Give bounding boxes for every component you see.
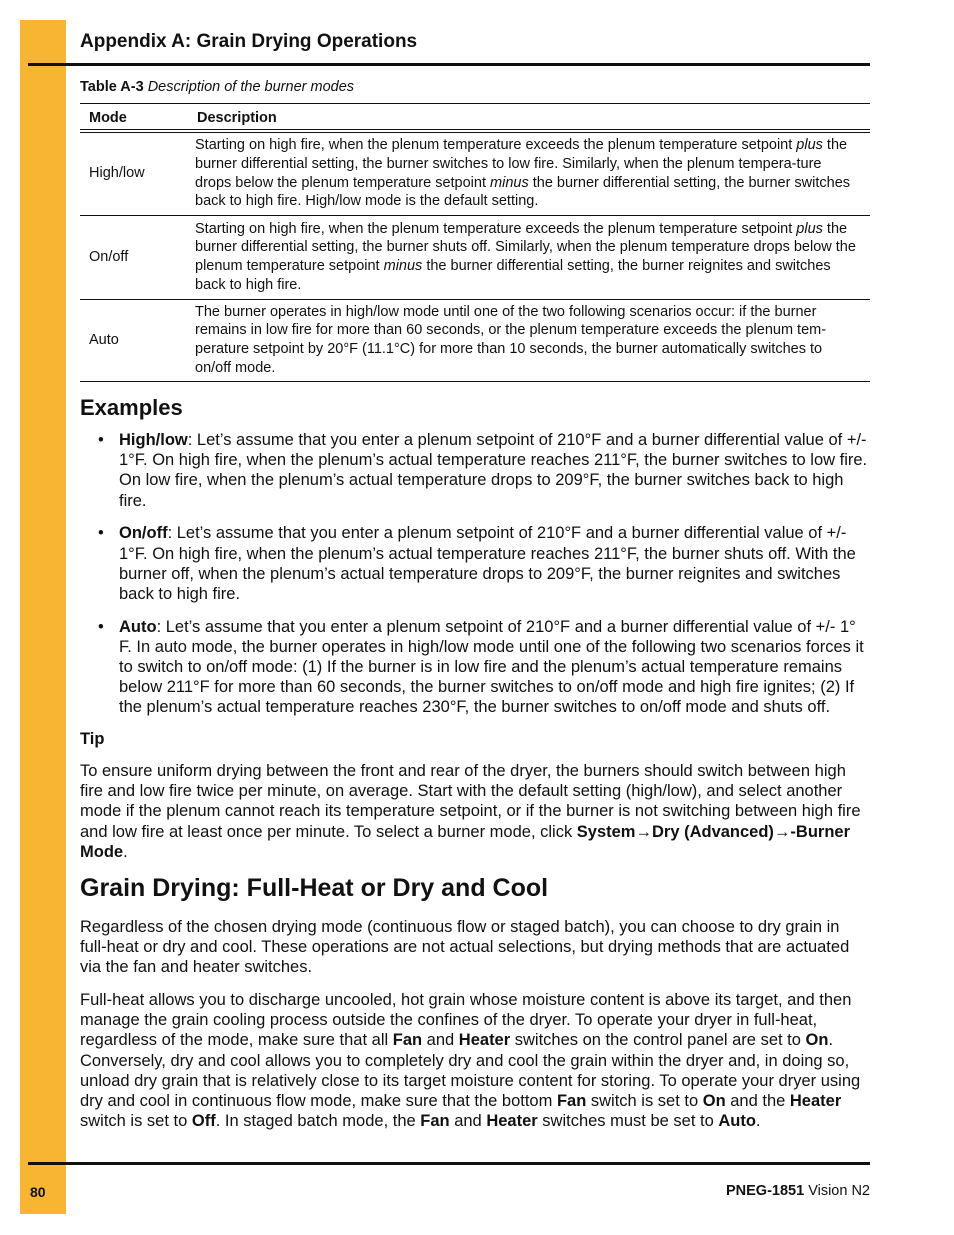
table-row — [80, 299, 870, 381]
footer-rule — [28, 1162, 870, 1165]
tip-heading: Tip — [80, 730, 105, 748]
description-text: Starting on high fire, when the plenum temperature exceeds the plenum temperature setpoint — [195, 220, 797, 237]
description-text: Starting on high fire, when the plenum temperature exceeds the plenum temperature setpoint — [195, 137, 797, 154]
paragraph-text: . Conversely, dry and cool allows you to completely dry and cool the grain within the dryer and, in doing so, unload dry grain that is relatively close to its target moisture content for storing. To operate your dryer using dry and cool in continuous flow mode, make sure that the bottom — [80, 1031, 861, 1111]
description-cell — [188, 131, 870, 215]
menu-path: System→Dry (Advanced)→-Burner Mode — [80, 822, 851, 861]
example-label: On/off — [119, 524, 168, 543]
table-header-row — [80, 104, 870, 132]
description-text: the burner differential setting, the burner shuts off. Similarly, when the plenum temperature drops below the plenum temperature setpoint — [195, 220, 856, 274]
paragraph-text: . — [755, 1112, 761, 1131]
description-cell — [188, 215, 870, 299]
paragraph-text: and the — [725, 1092, 790, 1111]
paragraph-text: switch is set to — [80, 1112, 192, 1131]
doc-name: Vision N2 — [804, 1183, 870, 1199]
list-item — [80, 617, 870, 718]
header-rule — [28, 63, 870, 66]
paragraph-text: switches on the control panel are set to — [510, 1031, 806, 1050]
bullet-icon: • — [98, 617, 104, 636]
paragraph-text: switch is set to — [586, 1092, 703, 1111]
list-item — [80, 430, 870, 511]
switch-name: Fan — [392, 1031, 423, 1050]
paragraph-text: . In staged batch mode, the — [215, 1112, 421, 1131]
description-cell: The burner operates in high/low mode until one of the two following scenarios occur: if the burner remains in low fire for more than 60 seconds, or the plenum temperature exceeds the plenum tem-perature setpoint by 20°F (11.1°C) for more than 10 seconds, the burner automatically switches to on/off mode. — [188, 299, 870, 381]
example-text: : Let’s assume that you enter a plenum setpoint of 210°F and a burner differential value of +/- 1°F. On high fire, when the plenum’s actual temperature reaches 211°F, the burner switches to low fire. On low fire, when the plenum’s actual temperature drops to 209°F, the burner switches back to high fire. — [119, 431, 868, 510]
example-label: High/low — [119, 431, 188, 449]
switch-name: Fan — [420, 1112, 450, 1131]
paragraph-text: and — [449, 1112, 487, 1131]
switch-name: Off — [191, 1112, 216, 1131]
page-header-title: Appendix A: Grain Drying Operations — [80, 31, 418, 52]
paragraph-text: Full-heat allows you to discharge uncooled, hot grain whose moisture content is above its target, and then manage the grain cooling process outside the confines of the dryer. To operate your dryer in full-heat, regardless of the mode, make sure that all — [80, 991, 852, 1050]
description-emphasis: minus — [383, 258, 423, 274]
burner-modes-table — [80, 103, 870, 382]
bullet-icon: • — [98, 524, 104, 543]
example-label: Auto — [119, 617, 157, 636]
table-caption-text: Description of the burner modes — [147, 79, 355, 95]
switch-name: Heater — [458, 1031, 511, 1050]
description-emphasis: plus — [796, 137, 823, 154]
description-text: the burner differential setting, the burner switches to low fire. Similarly, when the plenum tempera-ture drops below the plenum temperature setpoint — [195, 137, 848, 191]
tip-end: . — [123, 842, 128, 861]
description-emphasis: minus — [490, 174, 529, 191]
switch-name: Heater — [486, 1112, 538, 1131]
tip-paragraph — [80, 761, 870, 862]
paragraph-text: switches must be set to — [537, 1112, 719, 1131]
description-emphasis: plus — [796, 220, 823, 237]
page-number: 80 — [30, 1184, 46, 1200]
switch-name: On — [805, 1031, 829, 1050]
example-text: : Let’s assume that you enter a plenum setpoint of 210°F and a burner differential value of +/- 1°F. On high fire, when the plenum’s actual temperature reaches 211°F, the burner shuts off. With the burner off, when the plenum’s actual temperature drops to 209°F, the burner reignites and switches back to high fire. — [119, 524, 856, 603]
tip-text: To ensure uniform drying between the front and rear of the dryer, the burners should switch between high fire and low fire twice per minute, on average. Start with the default setting (high/low), and select another mode if the plenum cannot reach its temperature setpoint, or if the burner is not switching between high fire and low fire at least once per minute. To select a burner mode, click — [80, 762, 861, 841]
column-header-description: Description — [188, 104, 870, 132]
mode-cell: High/low — [80, 131, 188, 215]
mode-cell: On/off — [80, 215, 188, 299]
list-item — [80, 523, 870, 604]
page-edge-tab — [20, 20, 66, 1214]
mode-cell: Auto — [80, 299, 188, 381]
table-row — [80, 215, 870, 299]
document-id — [726, 1183, 870, 1199]
table-caption-label: Table A-3 — [80, 79, 144, 95]
description-text: the burner differential setting, the burner reignites and switches back to high fire. — [195, 258, 831, 293]
table-caption — [80, 79, 354, 95]
table-row — [80, 131, 870, 215]
switch-name: Fan — [556, 1092, 587, 1111]
bullet-icon: • — [98, 431, 104, 449]
switch-name: Auto — [718, 1112, 756, 1131]
doc-code: PNEG-1851 — [725, 1183, 805, 1199]
section-paragraph-1: Regardless of the chosen drying mode (continuous flow or staged batch), you can choose to dry grain in full-heat or dry and cool. These operations are not actual selections, but drying methods that are actuated via the fan and heater switches. — [80, 918, 850, 977]
paragraph-text: and — [422, 1031, 459, 1050]
switch-name: Heater — [789, 1092, 842, 1111]
examples-heading: Examples — [80, 395, 183, 420]
examples-list — [80, 430, 870, 730]
example-text: : Let’s assume that you enter a plenum setpoint of 210°F and a burner differential value of +/- 1° F. In auto mode, the burner operates in high/low mode until one of the following two scenarios forces it to switch to on/off mode: (1) If the burner is in low fire and the plenum’s actual temperature remains below 211°F for more than 60 seconds, the burner switches to on/off mode and high fire ignites; (2) If the plenum’s actual temperature reaches 230°F, the burner switches to on/off mode and shuts off. — [119, 617, 864, 717]
section-heading: Grain Drying: Full-Heat or Dry and Cool — [80, 874, 549, 902]
switch-name: On — [702, 1092, 726, 1111]
description-text: the burner differential setting, the burner switches back to high fire. High/low mode is the default setting. — [195, 174, 851, 210]
section-paragraph-2 — [80, 990, 870, 1131]
column-header-mode: Mode — [80, 104, 188, 132]
